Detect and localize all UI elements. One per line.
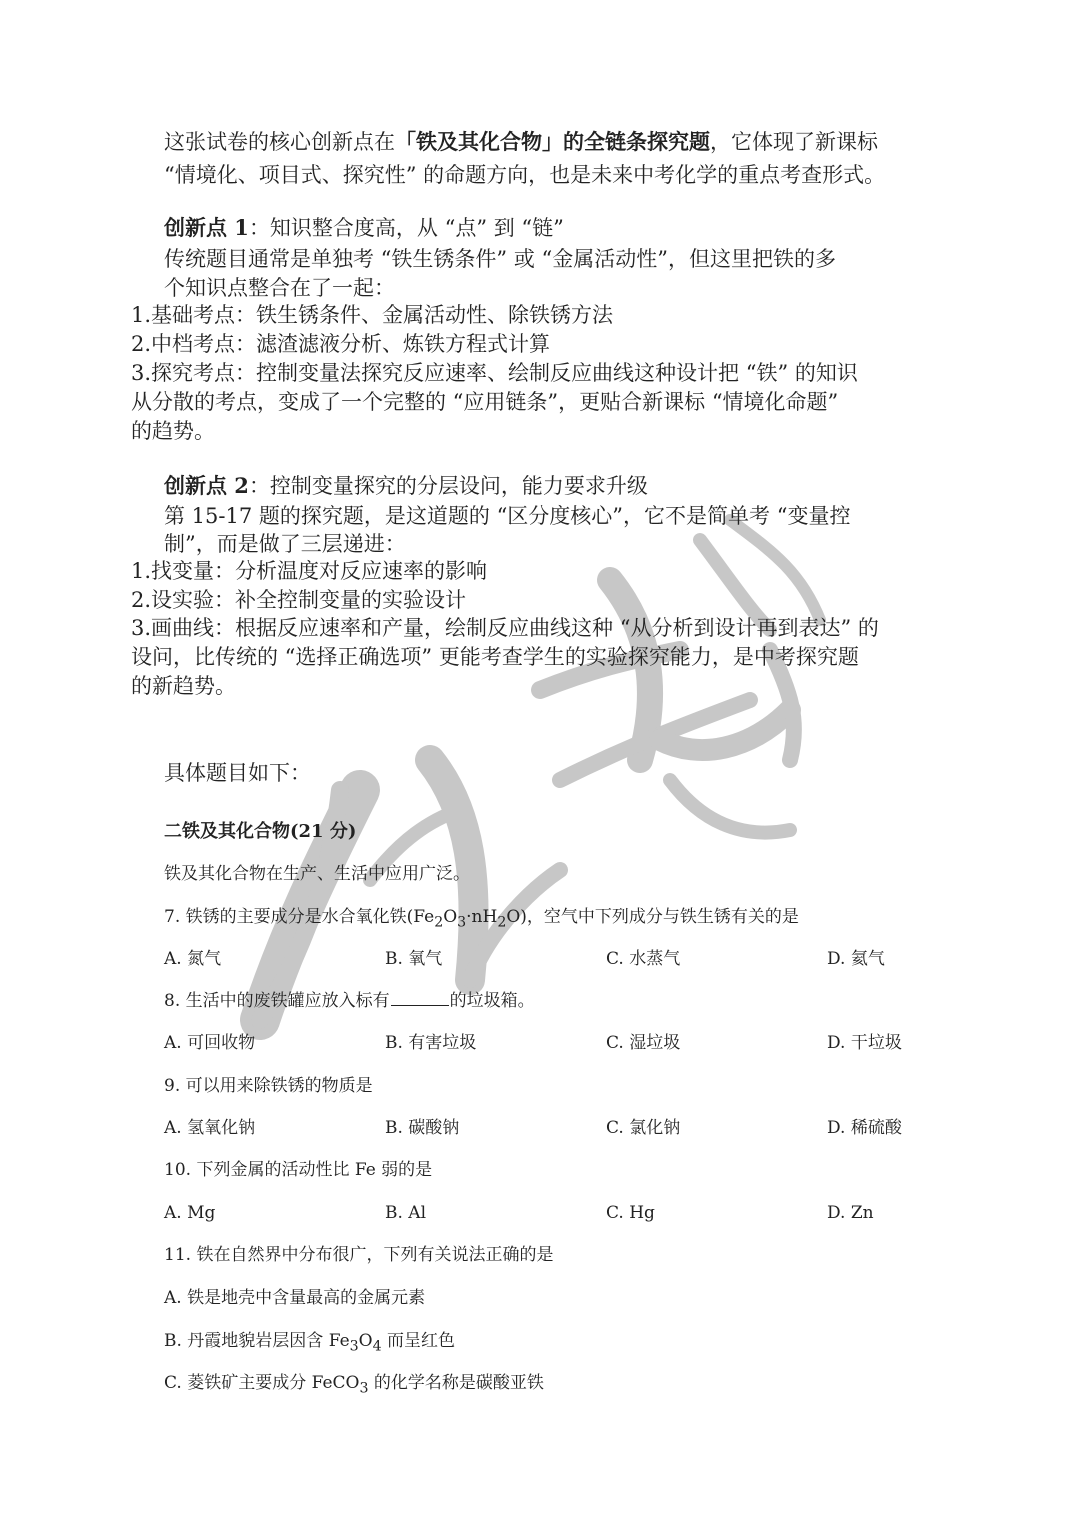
innovation-2-line-2: 制”，而是做了三层递进： xyxy=(164,532,406,556)
innovation-1-item-2: 2.中档考点：滤渣滤液分析、炼铁方程式计算 xyxy=(131,332,551,356)
q10-option-b: B. Al xyxy=(385,1203,427,1223)
section-title: 二铁及其化合物(21 分) xyxy=(164,821,357,842)
innovation-2-item-2: 2.设实验：补全控制变量的实验设计 xyxy=(131,588,467,612)
q7-option-c: C. 水蒸气 xyxy=(606,949,681,969)
q7-option-b: B. 氧气 xyxy=(385,949,443,969)
q11-option-b: B. 丹霞地貌岩层因含 $Fe_3O_4$ 而呈红色 xyxy=(164,1331,456,1355)
innovation-1-line-2: 个知识点整合在了一起： xyxy=(164,276,395,300)
q7-option-a: A. 氮气 xyxy=(164,949,222,969)
q7-option-d: D. 氦气 xyxy=(827,949,885,969)
innovation-2-line-4: 的新趋势。 xyxy=(131,674,236,698)
q10-option-c: C. Hg xyxy=(606,1203,655,1223)
question-9: 9. 可以用来除铁锈的物质是 xyxy=(164,1076,373,1096)
innovation-1-heading: 创新点 1：知识整合度高，从 “点” 到 “链” xyxy=(164,215,564,240)
question-8: 8. 生活中的废铁罐应放入标有 的垃圾箱。 xyxy=(164,991,535,1011)
innovation-1-item-3: 3.探究考点：控制变量法探究反应速率、绘制反应曲线这种设计把 “铁” 的知识 xyxy=(131,361,858,385)
q8-option-a: A. 可回收物 xyxy=(164,1033,256,1053)
q10-option-d: D. Zn xyxy=(827,1203,874,1223)
q11-option-c: C. 菱铁矿主要成分 FeCO$_3$ 的化学名称是碳酸亚铁 xyxy=(164,1373,544,1397)
innovation-1-item-1: 1.基础考点：铁生锈条件、金属活动性、除铁锈方法 xyxy=(131,303,614,327)
q9-option-a: A. 氢氧化钠 xyxy=(164,1118,256,1138)
q8-option-b: B. 有害垃圾 xyxy=(385,1033,477,1053)
specific-questions-label: 具体题目如下： xyxy=(164,761,311,785)
question-7: 7. 铁锈的主要成分是水合氧化铁$(Fe_2O_3\cdot nH_2O)$，空气中下列成分与铁生锈有关的是 xyxy=(164,907,799,931)
question-11: 11. 铁在自然界中分布很广，下列有关说法正确的是 xyxy=(164,1245,554,1265)
intro-paragraph-line-2: “情境化、项目式、探究性” 的命题方向，也是未来中考化学的重点考查形式。 xyxy=(164,163,886,187)
q9-option-c: C. 氯化钠 xyxy=(606,1118,681,1138)
q10-option-a: A. Mg xyxy=(164,1203,216,1223)
innovation-2-heading: 创新点 2：控制变量探究的分层设问，能力要求升级 xyxy=(164,473,648,498)
innovation-2-line-1: 第 15-17 题的探究题，是这道题的 “区分度核心”，它不是简单考 “变量控 xyxy=(164,504,851,528)
innovation-2-item-3: 3.画曲线：根据反应速率和产量，绘制反应曲线这种 “从分析到设计再到表达” 的 xyxy=(131,616,879,640)
answer-blank xyxy=(391,989,449,1006)
innovation-1-line-3: 从分散的考点，变成了一个完整的 “应用链条”，更贴合新课标 “情境化命题” xyxy=(131,390,839,414)
q8-option-c: C. 湿垃圾 xyxy=(606,1033,681,1053)
innovation-2-item-1: 1.找变量：分析温度对反应速率的影响 xyxy=(131,559,488,583)
question-10: 10. 下列金属的活动性比 Fe 弱的是 xyxy=(164,1160,433,1180)
q9-option-d: D. 稀硫酸 xyxy=(827,1118,902,1138)
innovation-1-line-4: 的趋势。 xyxy=(131,419,215,443)
q9-option-b: B. 碳酸钠 xyxy=(385,1118,460,1138)
q11-option-a: A. 铁是地壳中含量最高的金属元素 xyxy=(164,1288,426,1308)
intro-paragraph-line-1: 这张试卷的核心创新点在「铁及其化合物」的全链条探究题，它体现了新课标 xyxy=(164,129,878,154)
innovation-1-line-1: 传统题目通常是单独考 “铁生锈条件” 或 “金属活动性”，但这里把铁的多 xyxy=(164,247,836,271)
section-lead: 铁及其化合物在生产、生活中应用广泛。 xyxy=(164,864,470,884)
q8-option-d: D. 干垃圾 xyxy=(827,1033,902,1053)
innovation-2-line-3: 设问，比传统的 “选择正确选项” 更能考查学生的实验探究能力，是中考探究题 xyxy=(131,645,859,669)
